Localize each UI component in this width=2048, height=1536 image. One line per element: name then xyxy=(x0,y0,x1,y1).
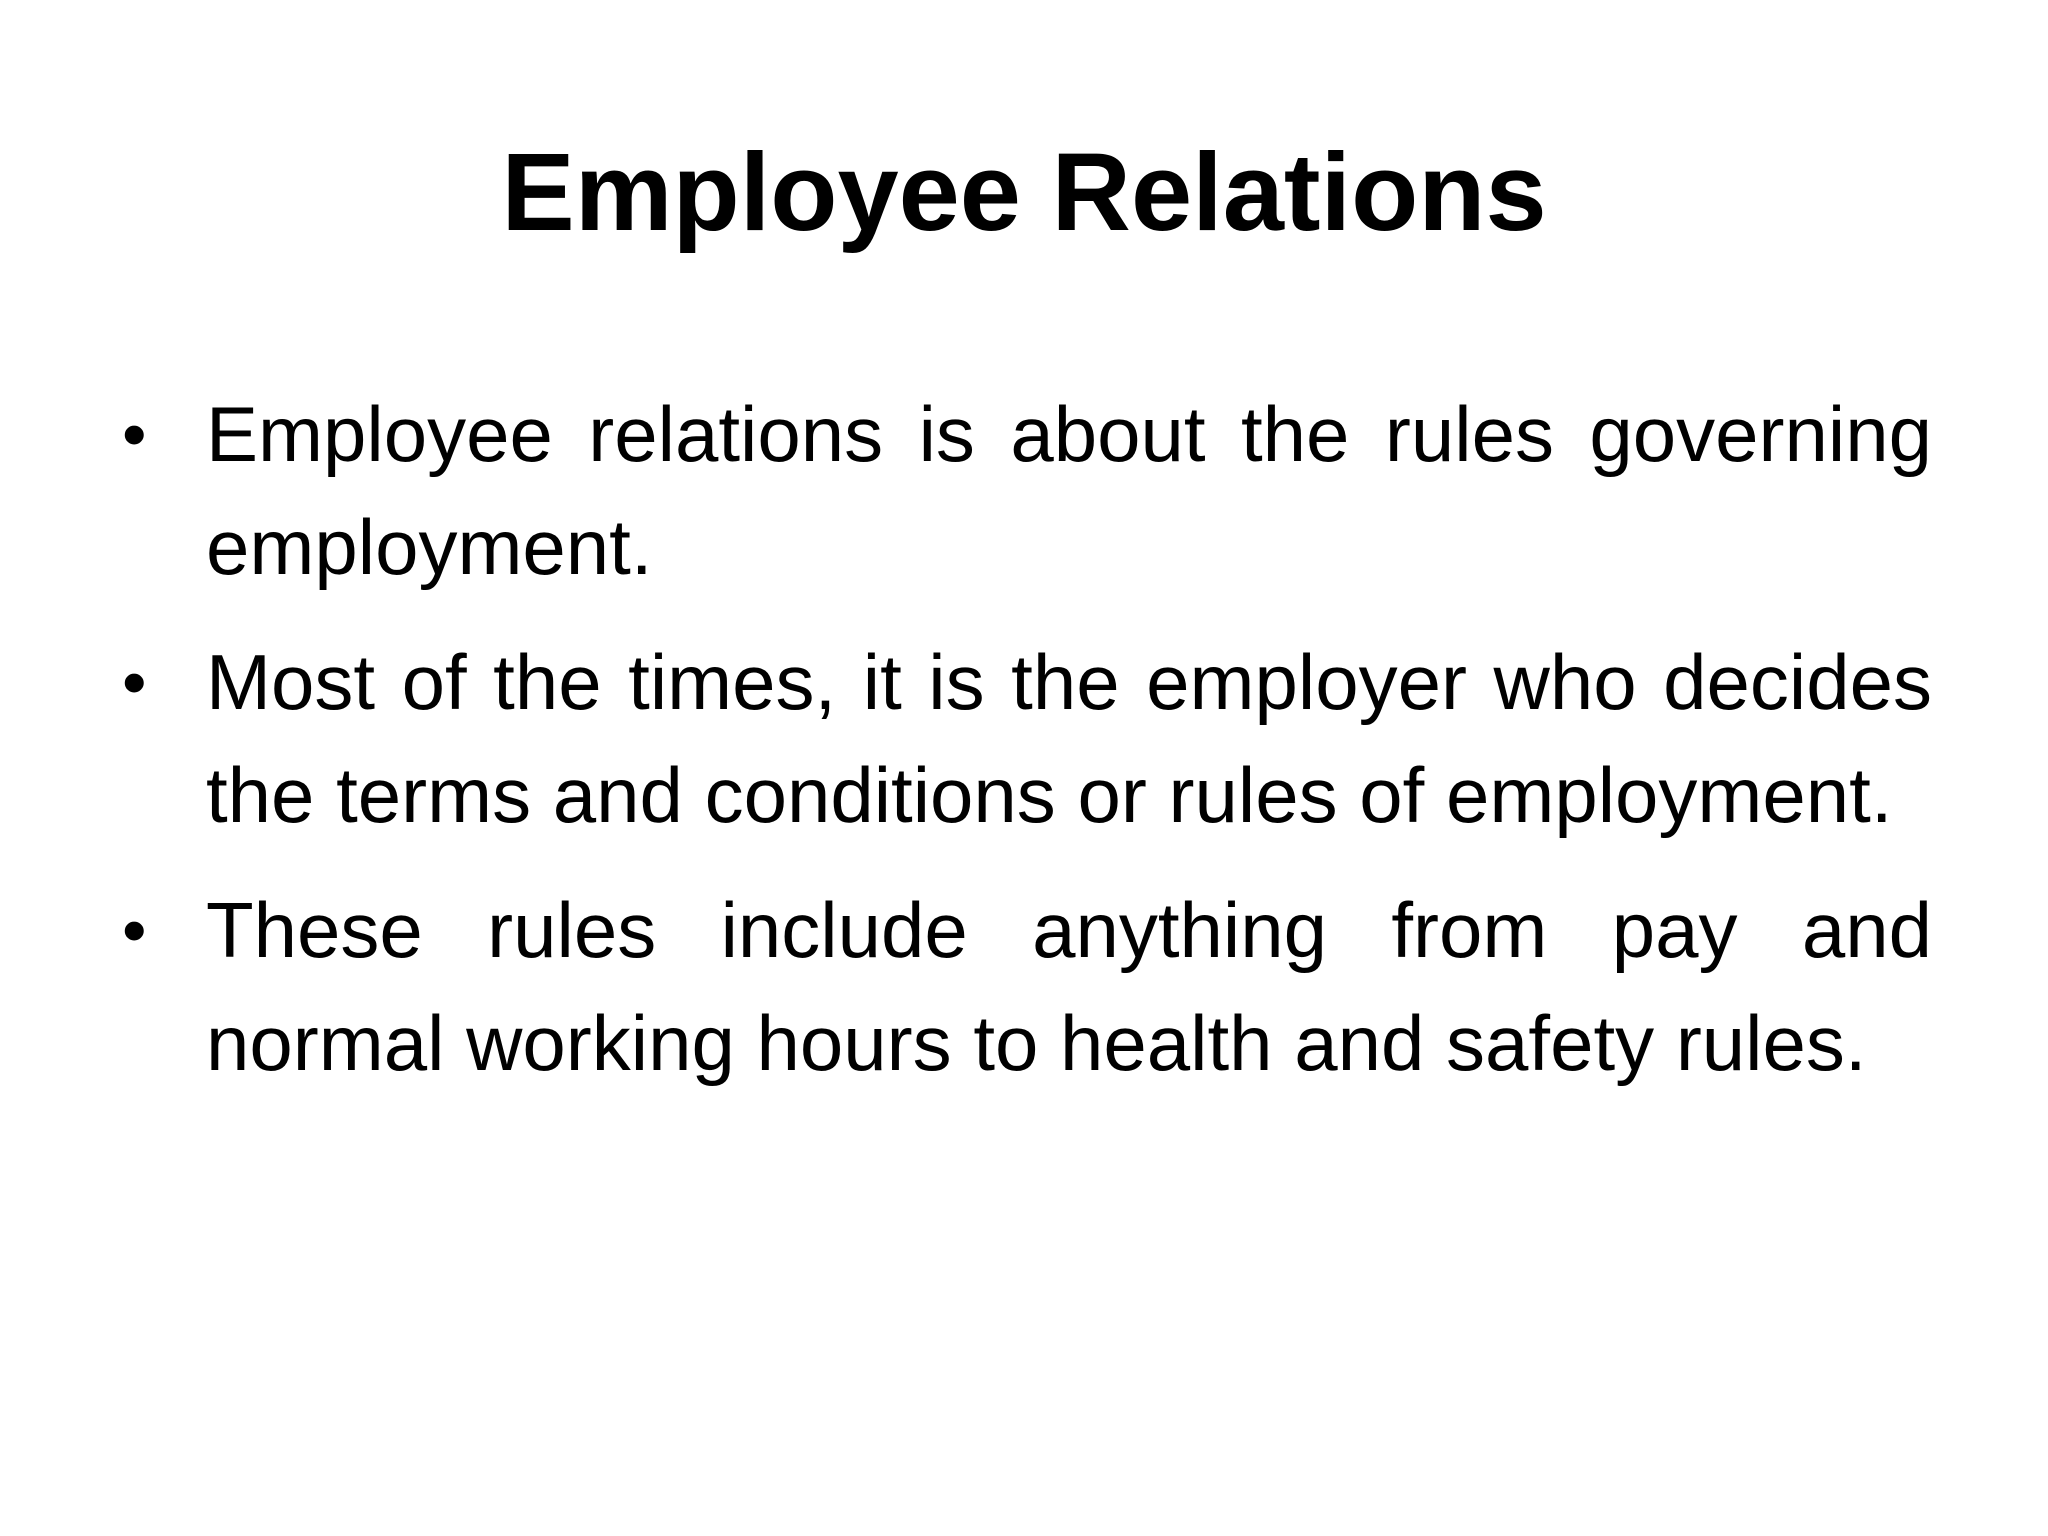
bullet-item xyxy=(120,626,1932,852)
bullet-text: Employee relations is about the rules governing employment. xyxy=(206,390,1932,591)
bullet-icon: • xyxy=(122,643,147,721)
bullet-icon: • xyxy=(122,395,147,473)
bullet-list xyxy=(120,378,1932,1122)
slide-title: Employee Relations xyxy=(501,131,1547,254)
bullet-icon: • xyxy=(122,891,147,969)
bullet-item xyxy=(120,874,1932,1100)
bullet-text: These rules include anything from pay and normal working hours to health and safety rules. xyxy=(206,886,1932,1087)
bullet-item xyxy=(120,378,1932,604)
bullet-text: Most of the times, it is the employer who decides the terms and conditions or rules of employment. xyxy=(206,638,1932,839)
